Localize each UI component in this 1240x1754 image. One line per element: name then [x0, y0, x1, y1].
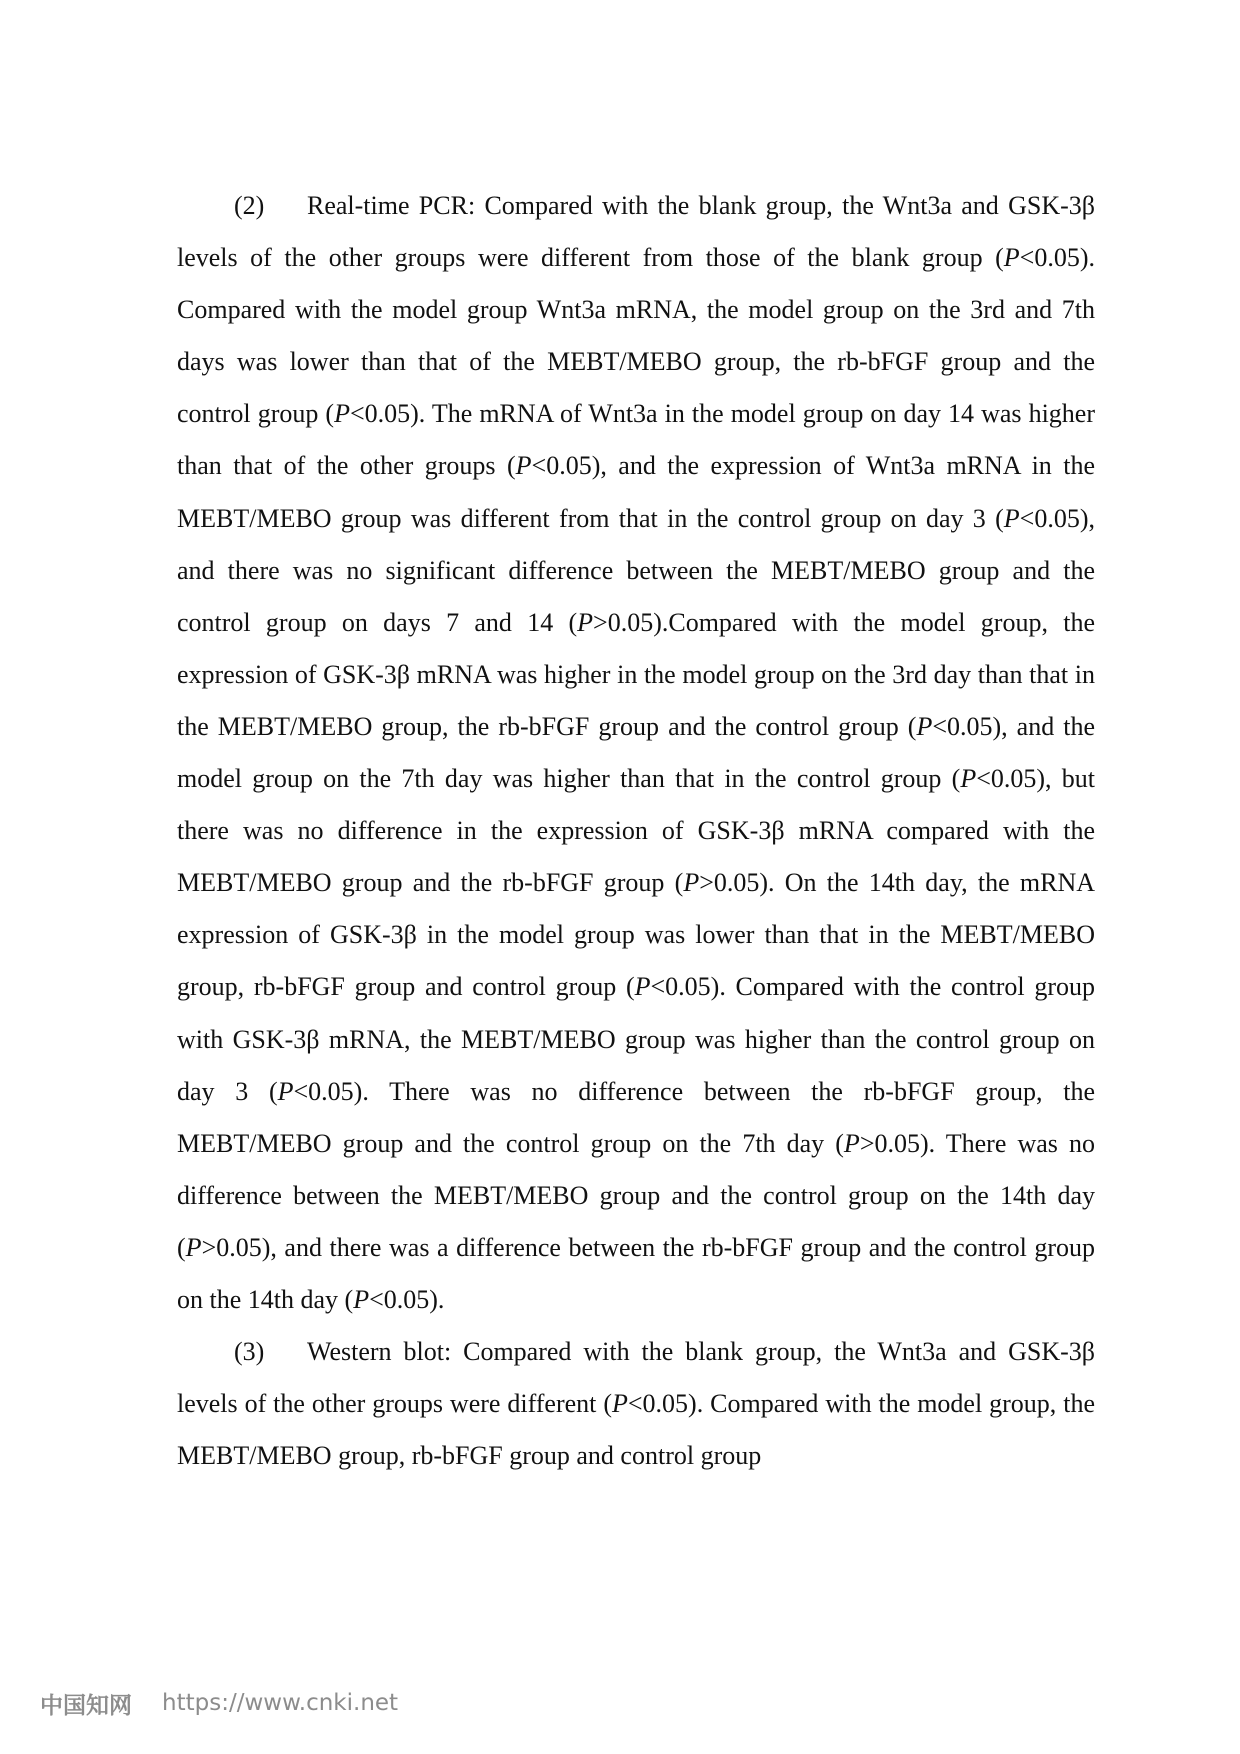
p-value-symbol: P: [634, 972, 651, 1002]
body-text: [177, 180, 1095, 1482]
p-value-symbol: P: [611, 1389, 628, 1419]
p-value-symbol: P: [185, 1232, 202, 1262]
p-value-symbol: P: [515, 451, 532, 481]
p-value-symbol: P: [1003, 503, 1020, 533]
paragraph-number: (2): [234, 191, 265, 220]
paragraph-real-time-pcr: [177, 180, 1095, 1326]
paragraph-content: Real-time PCR: Compared with the blank group, the Wnt3a and GSK-3β levels of the other groups were different from those of the blank group (P<0.05). Compared with the model group Wnt3a mRNA, the model group on the 3rd and 7th days was lower than that of the MEBT/MEBO group, the rb-bFGF group and the control group (P<0.05). The mRNA of Wnt3a in the model group on day 14 was higher than that of the other groups (P<0.05), and the expression of Wnt3a mRNA in the MEBT/MEBO group was different from that in the control group on day 3 (P<0.05), and there was no significant difference between the MEBT/MEBO group and the control group on days 7 and 14 (P>0.05).Compared with the model group, the expression of GSK-3β mRNA was higher in the model group on the 3rd day than that in the MEBT/MEBO group, the rb-bFGF group and the control group (P<0.05), and the model group on the 7th day was higher than that in the control group (P<0.05), but there was no difference in the expression of GSK-3β mRNA compared with the MEBT/MEBO group and the rb-bFGF group (P>0.05). On the 14th day, the mRNA expression of GSK-3β in the model group was lower than that in the MEBT/MEBO group, rb-bFGF group and control group (P<0.05). Compared with the control group with GSK-3β mRNA, the MEBT/MEBO group was higher than the control group on day 3 (P<0.05). There was no difference between the rb-bFGF group, the MEBT/MEBO group and the control group on the 7th day (P>0.05). There was no difference between the MEBT/MEBO group and the control group on the 14th day (P>0.05), and there was a difference between the rb-bFGF group and the control group on the 14th day (P<0.05).: [177, 191, 1096, 1314]
paragraph-western-blot: [177, 1326, 1095, 1482]
p-value-symbol: P: [577, 607, 594, 637]
p-value-symbol: P: [960, 764, 977, 794]
p-value-symbol: P: [277, 1076, 294, 1106]
footer-watermark: [40, 1688, 398, 1718]
p-value-symbol: P: [353, 1284, 370, 1314]
cnki-logo: 中国知网: [40, 1692, 132, 1719]
p-value-symbol: P: [334, 399, 350, 429]
cnki-url[interactable]: https://www.cnki.net: [162, 1690, 399, 1716]
paragraph-content: Western blot: Compared with the blank group, the Wnt3a and GSK-3β levels of the other groups were different (P<0.05). Compared with the model group, the MEBT/MEBO group, rb-bFGF group and control group: [177, 1337, 1095, 1471]
p-value-symbol: P: [843, 1128, 860, 1158]
p-value-symbol: P: [683, 868, 700, 898]
paragraph-number: (3): [234, 1337, 265, 1367]
p-value-symbol: P: [916, 711, 933, 741]
p-value-symbol: P: [1003, 243, 1020, 273]
